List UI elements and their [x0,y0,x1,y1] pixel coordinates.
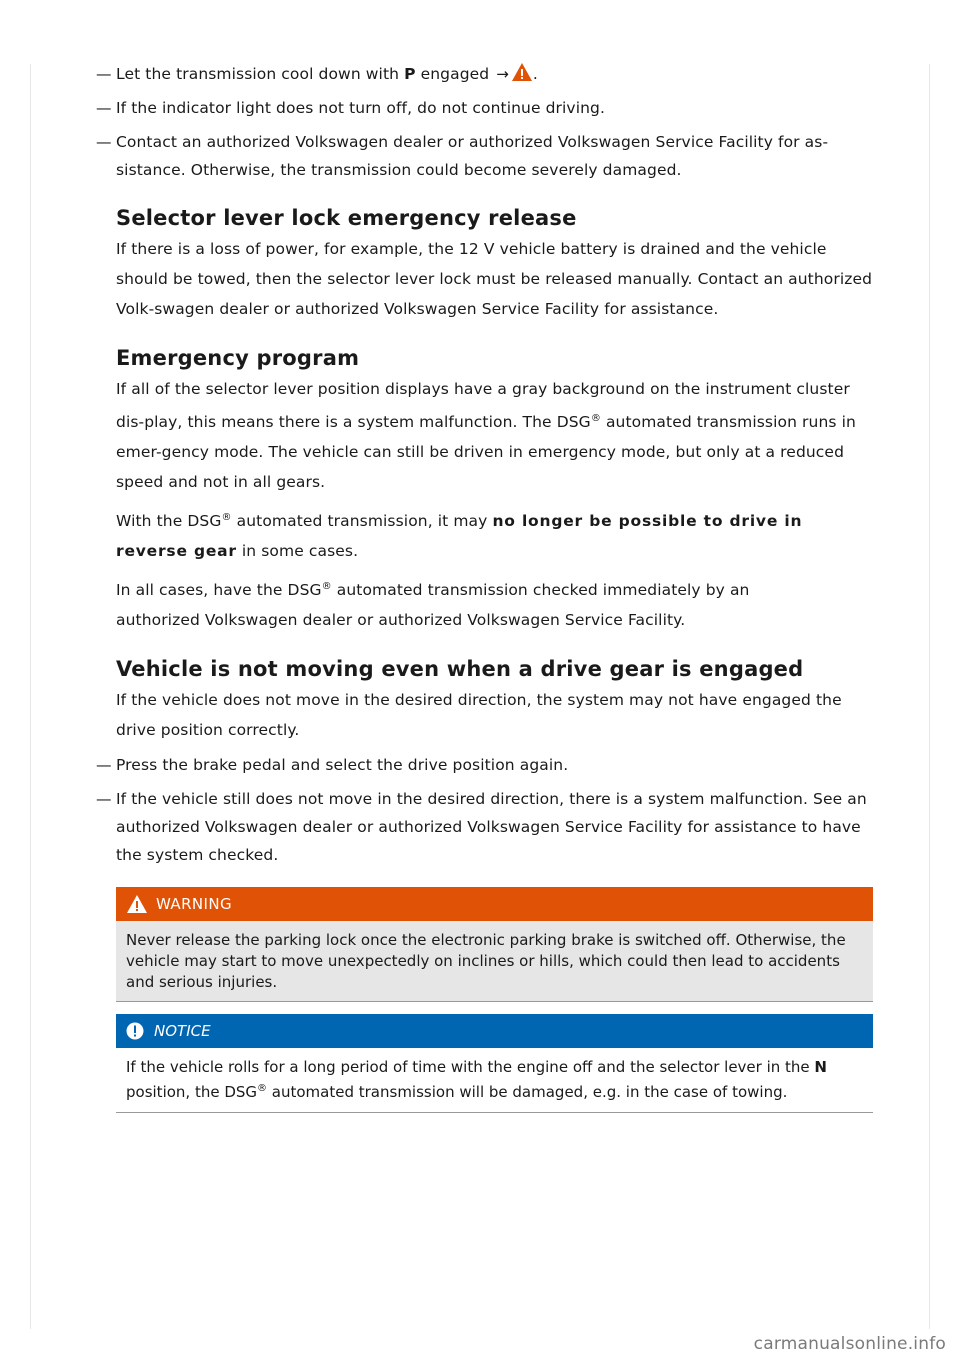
bullet-press-brake: — Press the brake pedal and select the drive position again. [96,756,569,775]
notice-text: If the vehicle rolls for a long period of time with the engine off and the selector lever in the N position, the DSG® automated transmission will be damaged, e.g. in the case of towing. [116,1048,873,1113]
para-emergency-2: With the DSG® automated transmission, it may no longer be possible to drive in reverse gear in some cases. [116,512,803,561]
bullet-indicator-light: — If the indicator light does not turn off, do not continue driving. [96,99,605,117]
right-margin-line [929,64,930,1329]
para-vehicle-not-moving: If the vehicle does not move in the desired direction, the system may not have engaged the drive position correctly. [116,691,842,740]
heading-vehicle-not-moving: Vehicle is not moving even when a drive gear is engaged [116,657,804,682]
warning-label: WARNING [156,895,232,914]
notice-header [116,1014,873,1048]
warning-header [116,887,873,921]
heading-emergency-program: Emergency program [116,346,360,370]
cross-reference-arrow-icon: → [496,65,509,83]
heading-selector-lever-release: Selector lever lock emergency release [116,206,577,230]
bullet-contact-dealer: — Contact an authorized Volkswagen dealer or authorized Volkswagen Service Facility for as- sistance. Otherwise, the transmission could become severely damaged. [96,133,829,179]
notice-label: NOTICE [154,1022,211,1041]
manual-page [96,60,873,1113]
left-margin-line [30,64,31,1329]
warning-triangle-icon [126,894,148,914]
gear-p-label: P [404,65,416,83]
para-emergency-1: If all of the selector lever position displays have a gray background on the instrument cluster dis-play, this means there is a system malfunction. The DSG® automated transmission runs in emer-gency mode. The vehicle can still be driven in emergency mode, but only at a reduced speed and not in all gears. [116,380,856,492]
warning-triangle-icon[interactable] [511,62,533,82]
warning-box [116,887,873,1002]
warning-text: Never release the parking lock once the electronic parking brake is switched off. Otherwise, the vehicle may start to move unexpectedly on inclines or hills, which could then lead to accidents and serious injuries. [116,921,873,1002]
para-selector-lever-release: If there is a loss of power, for example, the 12 V vehicle battery is drained and the vehicle should be towed, then the selector lever lock must be released manually. Contact an authorized Volk-swagen dealer or authorized Volkswagen Service Facility for assistance. [116,240,873,318]
notice-box [116,1014,873,1113]
exclamation-circle-icon [126,1022,144,1040]
bullet-cool-down: — Let the transmission cool down with P engaged → . [96,60,873,88]
bullet-system-malfunction: — If the vehicle still does not move in the desired direction, there is a system malfunction. See an authorized Volkswagen dealer or authorized Volkswagen Service Facility for assistance to have the system checked. [96,790,867,865]
para-emergency-3: In all cases, have the DSG® automated transmission checked immediately by an authorized Volkswagen dealer or authorized Volkswagen Service Facility. [116,581,750,630]
footer-watermark: carmanualsonline.info [753,1334,946,1354]
